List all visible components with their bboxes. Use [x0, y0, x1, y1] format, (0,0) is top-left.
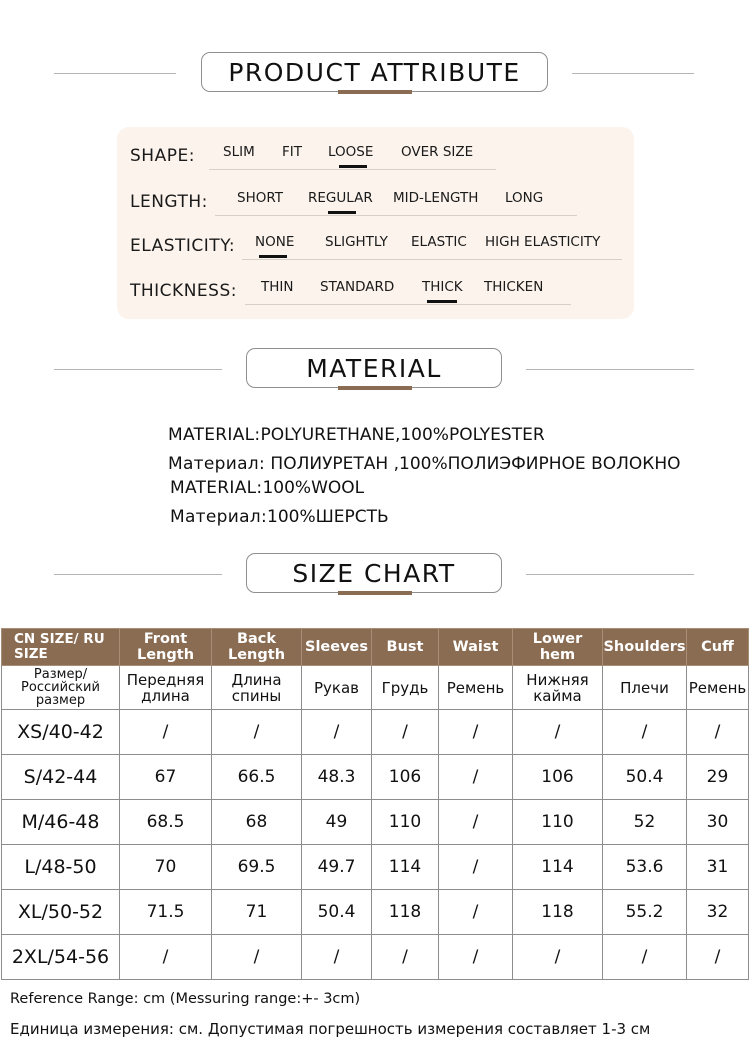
material-label: MATERIAL: [170, 478, 263, 498]
table-row [2, 710, 749, 755]
table-cell: / [439, 845, 513, 890]
attr-label: SHAPE: [130, 146, 195, 166]
table-subheader-row [2, 666, 749, 710]
material-line [170, 507, 389, 527]
attribute-panel [117, 127, 634, 319]
table-row [2, 935, 749, 980]
size-label-cell: Размер/ Российский размер [2, 666, 120, 710]
reference-note-ru: Единица измерения: см. Допустимая погрешность измерения составляет 1-3 см [10, 1020, 651, 1038]
attr-option: THIN [261, 279, 294, 295]
attr-underline [245, 304, 571, 305]
reference-note-en: Reference Range: cm (Messuring range:+- 3cm) [10, 991, 361, 1007]
size-label-cell: 2XL/54-56 [2, 935, 120, 980]
attr-underline [209, 169, 496, 170]
section-header-size-chart [0, 553, 750, 597]
divider-right [526, 574, 694, 575]
table-cell: / [513, 710, 603, 755]
size-label-cell: XL/50-52 [2, 890, 120, 935]
table-cell: / [212, 710, 302, 755]
material-label: MATERIAL: [168, 425, 261, 445]
attr-row-elasticity [117, 230, 634, 260]
table-cell: Cuff [687, 629, 749, 666]
attr-option-selected: REGULAR [308, 190, 373, 206]
table-cell: 53.6 [603, 845, 687, 890]
material-line [168, 454, 681, 474]
material-value: POLYURETHANE,100%POLYESTER [260, 425, 545, 445]
material-line [168, 425, 545, 445]
attr-label: LENGTH: [130, 192, 208, 212]
table-cell: 48.3 [302, 755, 372, 800]
table-cell: 32 [687, 890, 749, 935]
table-cell: Ремень [687, 666, 749, 710]
table-cell: 106 [513, 755, 603, 800]
table-cell: Back Length [212, 629, 302, 666]
table-cell: / [120, 710, 212, 755]
attr-option: LONG [505, 190, 544, 206]
table-row [2, 755, 749, 800]
table-cell: 68 [212, 800, 302, 845]
table-cell: / [439, 755, 513, 800]
table-cell: / [687, 710, 749, 755]
selected-marker [259, 255, 287, 258]
table-cell: 118 [372, 890, 439, 935]
table-cell: 114 [513, 845, 603, 890]
attr-underline [215, 215, 577, 216]
table-cell: / [372, 935, 439, 980]
divider-right [526, 369, 694, 370]
selected-marker [427, 300, 457, 303]
section-header-attribute [0, 52, 750, 96]
table-cell: 30 [687, 800, 749, 845]
table-cell: / [302, 710, 372, 755]
attr-option: SLIGHTLY [325, 234, 388, 250]
table-cell: 110 [372, 800, 439, 845]
table-cell: 70 [120, 845, 212, 890]
table-cell: / [513, 935, 603, 980]
table-cell: Lower hem [513, 629, 603, 666]
attr-row-shape [117, 140, 634, 170]
table-cell: Плечи [603, 666, 687, 710]
attr-option-selected: THICK [422, 279, 463, 295]
attr-label: ELASTICITY: [130, 236, 236, 256]
table-cell: Нижняя кайма [513, 666, 603, 710]
table-cell: Sleeves [302, 629, 372, 666]
table-cell: / [372, 710, 439, 755]
size-label-cell: S/42-44 [2, 755, 120, 800]
attr-label: THICKNESS: [130, 281, 237, 301]
material-value: ПОЛИУРЕТАН ,100%ПОЛИЭФИРНОЕ ВОЛОКНО [270, 454, 681, 474]
size-label-cell: L/48-50 [2, 845, 120, 890]
table-cell: / [603, 710, 687, 755]
size-chart-body [2, 629, 749, 980]
table-cell: Грудь [372, 666, 439, 710]
section-header-material [0, 348, 750, 392]
table-cell: / [212, 935, 302, 980]
section-title-attribute: PRODUCT ATTRIBUTE [201, 52, 548, 92]
attr-underline [242, 259, 622, 260]
table-cell: / [439, 800, 513, 845]
material-label: Материал: [170, 507, 267, 527]
table-cell: / [603, 935, 687, 980]
material-label: Материал: [168, 454, 265, 474]
title-accent-bar [338, 591, 412, 595]
table-cell: 69.5 [212, 845, 302, 890]
table-cell: / [120, 935, 212, 980]
attr-option: FIT [282, 144, 302, 160]
table-cell: Shoulders [603, 629, 687, 666]
table-cell: 50.4 [603, 755, 687, 800]
table-cell: 67 [120, 755, 212, 800]
attr-option: ELASTIC [411, 234, 467, 250]
table-row [2, 890, 749, 935]
divider-right [572, 73, 694, 74]
divider-left [54, 369, 222, 370]
attr-option: STANDARD [320, 279, 395, 295]
divider-left [54, 73, 176, 74]
table-cell: 66.5 [212, 755, 302, 800]
table-cell: 71.5 [120, 890, 212, 935]
attr-option: MID-LENGTH [393, 190, 479, 206]
table-cell: 106 [372, 755, 439, 800]
section-title-material: MATERIAL [246, 348, 502, 388]
table-cell: 49 [302, 800, 372, 845]
table-cell: 114 [372, 845, 439, 890]
table-cell: Передняя длина [120, 666, 212, 710]
table-cell: Ремень [439, 666, 513, 710]
table-cell: 29 [687, 755, 749, 800]
selected-marker [339, 165, 367, 168]
section-title-size-chart: SIZE CHART [246, 553, 502, 593]
table-cell: / [302, 935, 372, 980]
selected-marker [328, 211, 356, 214]
divider-left [54, 574, 222, 575]
table-cell: Рукав [302, 666, 372, 710]
table-cell: 52 [603, 800, 687, 845]
attr-option: OVER SIZE [401, 144, 474, 160]
title-accent-bar [338, 90, 412, 94]
table-cell: Front Length [120, 629, 212, 666]
table-cell: Bust [372, 629, 439, 666]
attr-row-thickness [117, 275, 634, 305]
material-line [170, 478, 364, 498]
table-header-row [2, 629, 749, 666]
table-cell: 49.7 [302, 845, 372, 890]
table-cell: 118 [513, 890, 603, 935]
material-value: 100%WOOL [262, 478, 365, 498]
title-accent-bar [338, 386, 412, 390]
size-label-cell: XS/40-42 [2, 710, 120, 755]
table-row [2, 800, 749, 845]
size-chart-table [1, 628, 749, 980]
table-cell: 50.4 [302, 890, 372, 935]
attr-option: SHORT [237, 190, 283, 206]
table-cell: 71 [212, 890, 302, 935]
material-value: 100%ШЕРСТЬ [267, 507, 389, 527]
table-cell: / [439, 890, 513, 935]
table-cell: 31 [687, 845, 749, 890]
attr-option: SLIM [223, 144, 255, 160]
table-cell: 55.2 [603, 890, 687, 935]
attr-option: HIGH ELASTICITY [485, 234, 601, 250]
attr-row-length [117, 186, 634, 216]
table-cell: Waist [439, 629, 513, 666]
table-cell: / [439, 710, 513, 755]
table-cell: / [439, 935, 513, 980]
table-cell: 68.5 [120, 800, 212, 845]
size-label-cell: CN SIZE/ RU SIZE [2, 629, 120, 666]
table-cell: Длина спины [212, 666, 302, 710]
table-cell: 110 [513, 800, 603, 845]
attr-option-selected: LOOSE [328, 144, 374, 160]
table-cell: / [687, 935, 749, 980]
attr-option-selected: NONE [255, 234, 295, 250]
size-label-cell: M/46-48 [2, 800, 120, 845]
table-row [2, 845, 749, 890]
attr-option: THICKEN [484, 279, 544, 295]
